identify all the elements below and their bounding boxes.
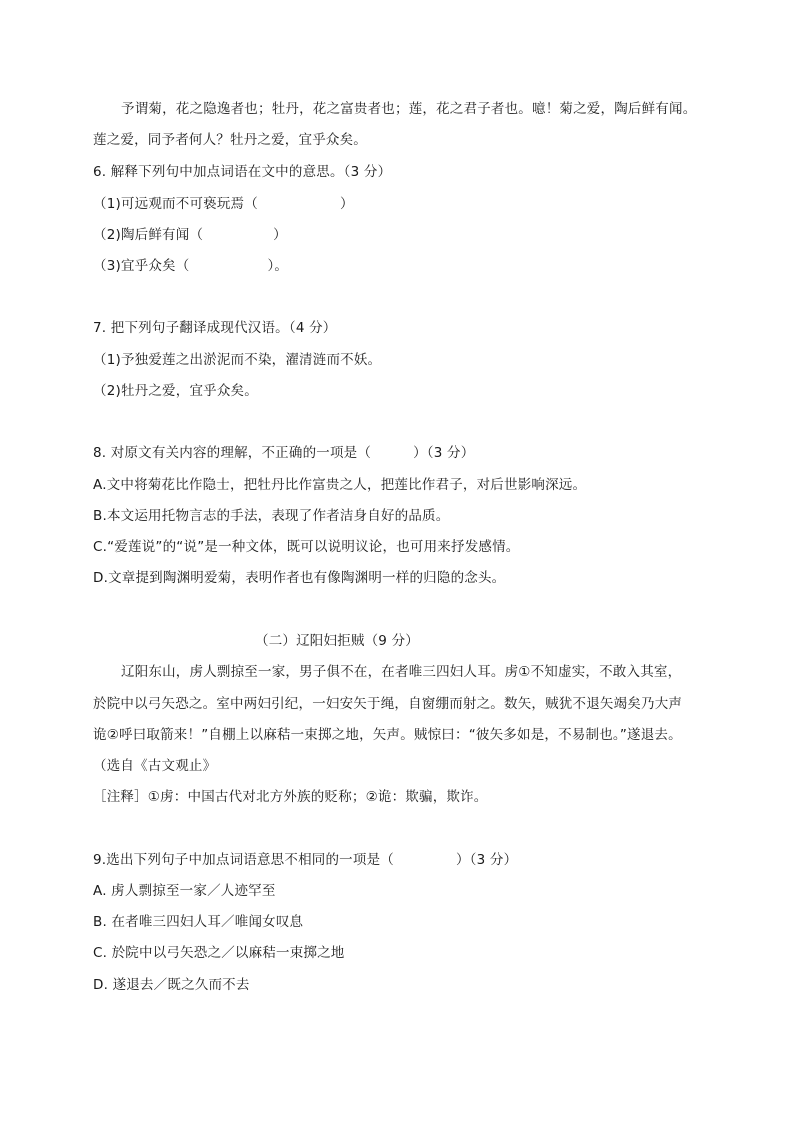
question-9-option-d: D. 遂退去／既之久而不去 <box>93 977 250 993</box>
title-text: 8. 对原文有关内容的理解，不正确的一项是（ <box>93 445 372 461</box>
question-9-title <box>93 850 517 870</box>
title-text: 9.选出下列句子中加点词语意思不相同的一项是（ <box>93 852 394 868</box>
question-9-option-b: B. 在者唯三四妇人耳／唯闻女叹息 <box>93 914 304 930</box>
passage-line: 辽阳东山，虏人剽掠至一家，男子俱不在，在者唯三四妇人耳。虏①不知虚实，不敢入其室， <box>121 664 682 680</box>
question-8-title <box>93 443 474 463</box>
question-6-title: 6. 解释下列句中加点词语在文中的意思。（3 分） <box>93 164 392 180</box>
passage-line: 於院中以弓矢恐之。室中两妇引纪，一妇安矢于绳，自窗绷而射之。数矢，贼犹不退矢竭矣乃大声 <box>93 696 683 712</box>
question-8-option-a: A.文中将菊花比作隐士，把牡丹比作富贵之人，把莲比作君子，对后世影响深远。 <box>93 477 587 493</box>
question-8-option-b: B.本文运用托物言志的手法，表现了作者洁身自好的品质。 <box>93 508 450 524</box>
question-9-option-a: A. 虏人剽掠至一家／人迹罕至 <box>93 883 276 899</box>
item-text: （2)陶后鲜有闻（ <box>93 227 204 243</box>
passage-note: ［注释］①虏：中国古代对北方外族的贬称；②诡：欺骗，欺诈。 <box>93 789 488 805</box>
question-8-option-c: C.“爱莲说”的“说”是一种文体，既可以说明议论，也可用来抒发感情。 <box>93 539 520 555</box>
question-6-item-1 <box>93 194 354 214</box>
title-score: ）（3 分） <box>455 852 518 868</box>
bracket-close: ）。 <box>267 258 289 274</box>
question-8-option-d: D.文章提到陶渊明爱菊，表明作者也有像陶渊明一样的归隐的念头。 <box>93 570 506 586</box>
bracket-close: ） <box>273 227 287 243</box>
question-6-item-3 <box>93 256 288 276</box>
question-7-item-2: （2)牡丹之爱，宜乎众矣。 <box>93 383 258 399</box>
item-text: （3)宜乎众矣（ <box>93 258 190 274</box>
bracket-close: ） <box>339 196 354 212</box>
title-score: ）（3 分） <box>413 445 475 461</box>
question-7-item-1: （1)予独爱莲之出淤泥而不染，濯清涟而不妖。 <box>93 352 382 368</box>
passage-source: （选自《古文观止》 <box>93 758 217 774</box>
passage-line: 诡②呼曰取箭来！”自棚上以麻秸一束掷之地，矢声。贼惊曰：“彼矢多如是，不易制也。”遂退去。 <box>93 727 682 743</box>
question-7-title: 7. 把下列句子翻译成现代汉语。（4 分） <box>93 320 337 336</box>
question-9-option-c: C. 於院中以弓矢恐之／以麻秸一束掷之地 <box>93 945 345 961</box>
passage-line: 莲之爱，同予者何人？牡丹之爱，宜乎众矣。 <box>93 132 367 148</box>
question-6-item-2 <box>93 225 287 245</box>
section-heading: （二）辽阳妇拒贼（9 分） <box>255 633 419 649</box>
item-text: （1)可远观而不可亵玩焉（ <box>93 196 258 212</box>
passage-line: 予谓菊，花之隐逸者也；牡丹，花之富贵者也；莲，花之君子者也。噫！菊之爱，陶后鲜有闻。 <box>121 101 697 117</box>
